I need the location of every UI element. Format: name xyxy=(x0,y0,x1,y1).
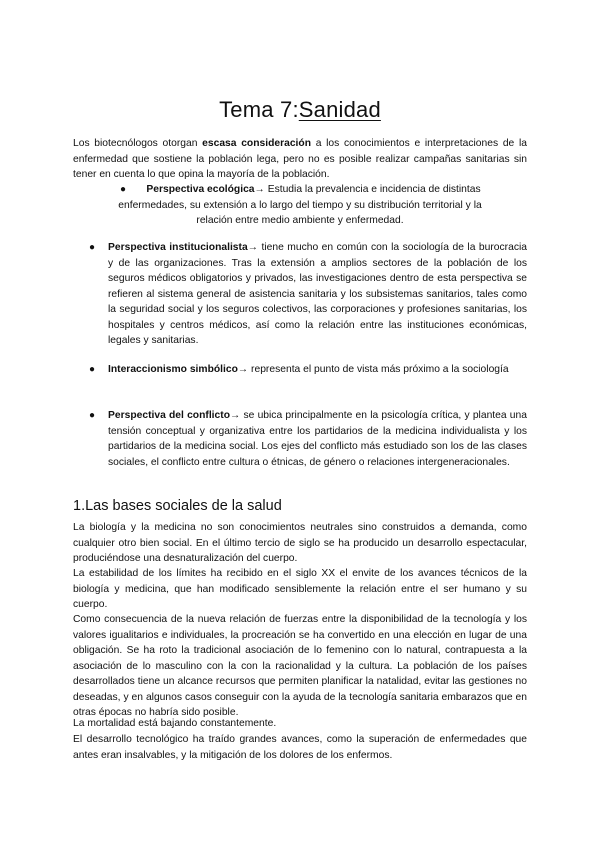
bullet-term: Interaccionismo simbólico xyxy=(108,364,238,375)
bullet-arrow: → xyxy=(237,364,249,375)
section-heading: 1.Las bases sociales de la salud xyxy=(73,498,282,514)
section-paragraph: La estabilidad de los límites ha recibido en el siglo XX el envite de los avances técnicos de la biología y medicina, que han modificado sensiblemente la relación entre el ser humano y su cuerpo. xyxy=(73,568,527,610)
bullet-arrow: → xyxy=(230,410,241,421)
bullet-term: Perspectiva ecológica xyxy=(146,184,255,195)
intro-before: Los biotecnólogos otorgan xyxy=(73,138,203,149)
bullet-item-institucionalista xyxy=(108,240,527,349)
title-prefix: Tema 7: xyxy=(219,97,299,122)
title-main: Sanidad xyxy=(298,97,381,122)
section-paragraph: El desarrollo tecnológico ha traído grandes avances, como la superación de enfermedades que antes eran insalvables, y la mitigación de los dolores de los enfermos. xyxy=(73,734,527,761)
bullet-item-conflicto xyxy=(108,408,527,470)
bullet-item-ecologica xyxy=(110,182,490,229)
bullet-term: Perspectiva institucionalista xyxy=(108,242,248,253)
bullet-arrow: → xyxy=(247,242,258,253)
bullet-arrow: → xyxy=(254,184,265,195)
bullet-marker: ● xyxy=(120,184,127,195)
intro-bold: escasa consideración xyxy=(202,138,311,149)
intro-after: a los conocimientos e interpretaciones de la enfermedad que sostiene la población lega, pero no es posible realizar campañas sanitarias sin tener en cuenta lo que opina la mayoría de la población. xyxy=(73,138,527,180)
bullet-marker: ● xyxy=(89,410,96,421)
bullet-marker: ● xyxy=(89,242,96,253)
page-title xyxy=(0,95,600,125)
bullet-text: se ubica principalmente en la psicología crítica, y plantea una tensión conceptual y organizativa entre los partidarios de la medicina individualista y los partidarios de la medicina social. Los ejes del conflicto más estudiado son los de las clases sociales, el conflicto entre cultura o étnicas, de género o relaciones intergeneracionales. xyxy=(108,410,527,468)
bullet-marker: ● xyxy=(89,364,96,375)
bullet-text: representa el punto de vista más próximo a la sociología xyxy=(248,364,509,375)
bullet-term: Perspectiva del conflicto xyxy=(108,410,230,421)
intro-paragraph xyxy=(73,136,527,183)
section-paragraph: La biología y la medicina no son conocimientos neutrales sino construidos a demanda, como cualquier otro bien social. En el último tercio de siglo se ha producido un desarrollo espectacular, produciéndose una desnaturalización del cuerpo. xyxy=(73,522,527,564)
bullet-text: Estudia la prevalencia e incidencia de distintas enfermedades, su extensión a lo largo del tiempo y su distribución territorial y la relación entre medio ambiente y enfermedad. xyxy=(118,184,482,226)
bullet-item-interaccionismo xyxy=(108,362,527,378)
section-paragraph: La mortalidad está bajando constantemente. xyxy=(73,718,277,729)
bullet-text: tiene mucho en común con la sociología de la burocracia y de las organizaciones. Tras la extensión a amplios sectores de la población de los seguros médicos obligatorios y privados, las investigaciones dentro de esta perspectiva se refieren al sistema general de asistencia sanitaria y los subsistemas sanitarios, tales como la seguridad social y los seguros colectivos, las corporaciones y profesiones sanitarias, los hospitales y centros médicos, así como la relación entre las instituciones económicas, legales y sanitarias. xyxy=(108,242,527,346)
section-paragraph: Como consecuencia de la nueva relación de fuerzas entre la disponibilidad de la tecnología y los valores igualitarios e individuales, la procreación se ha convertido en una elección en lugar de una obligación. Se ha roto la tradicional asociación de lo femenino con lo natural, contrapuesta a la asociación de lo masculino con la con la racionalidad y la cultura. La población de los países desarrollados tiene un alcance recursos que permiten planificar la natalidad, evitar las gestiones no deseadas, y en algunos casos conseguir con la ayuda de la tecnología sanitaria embarazos que en otras épocas no habría sido posible. xyxy=(73,614,527,718)
